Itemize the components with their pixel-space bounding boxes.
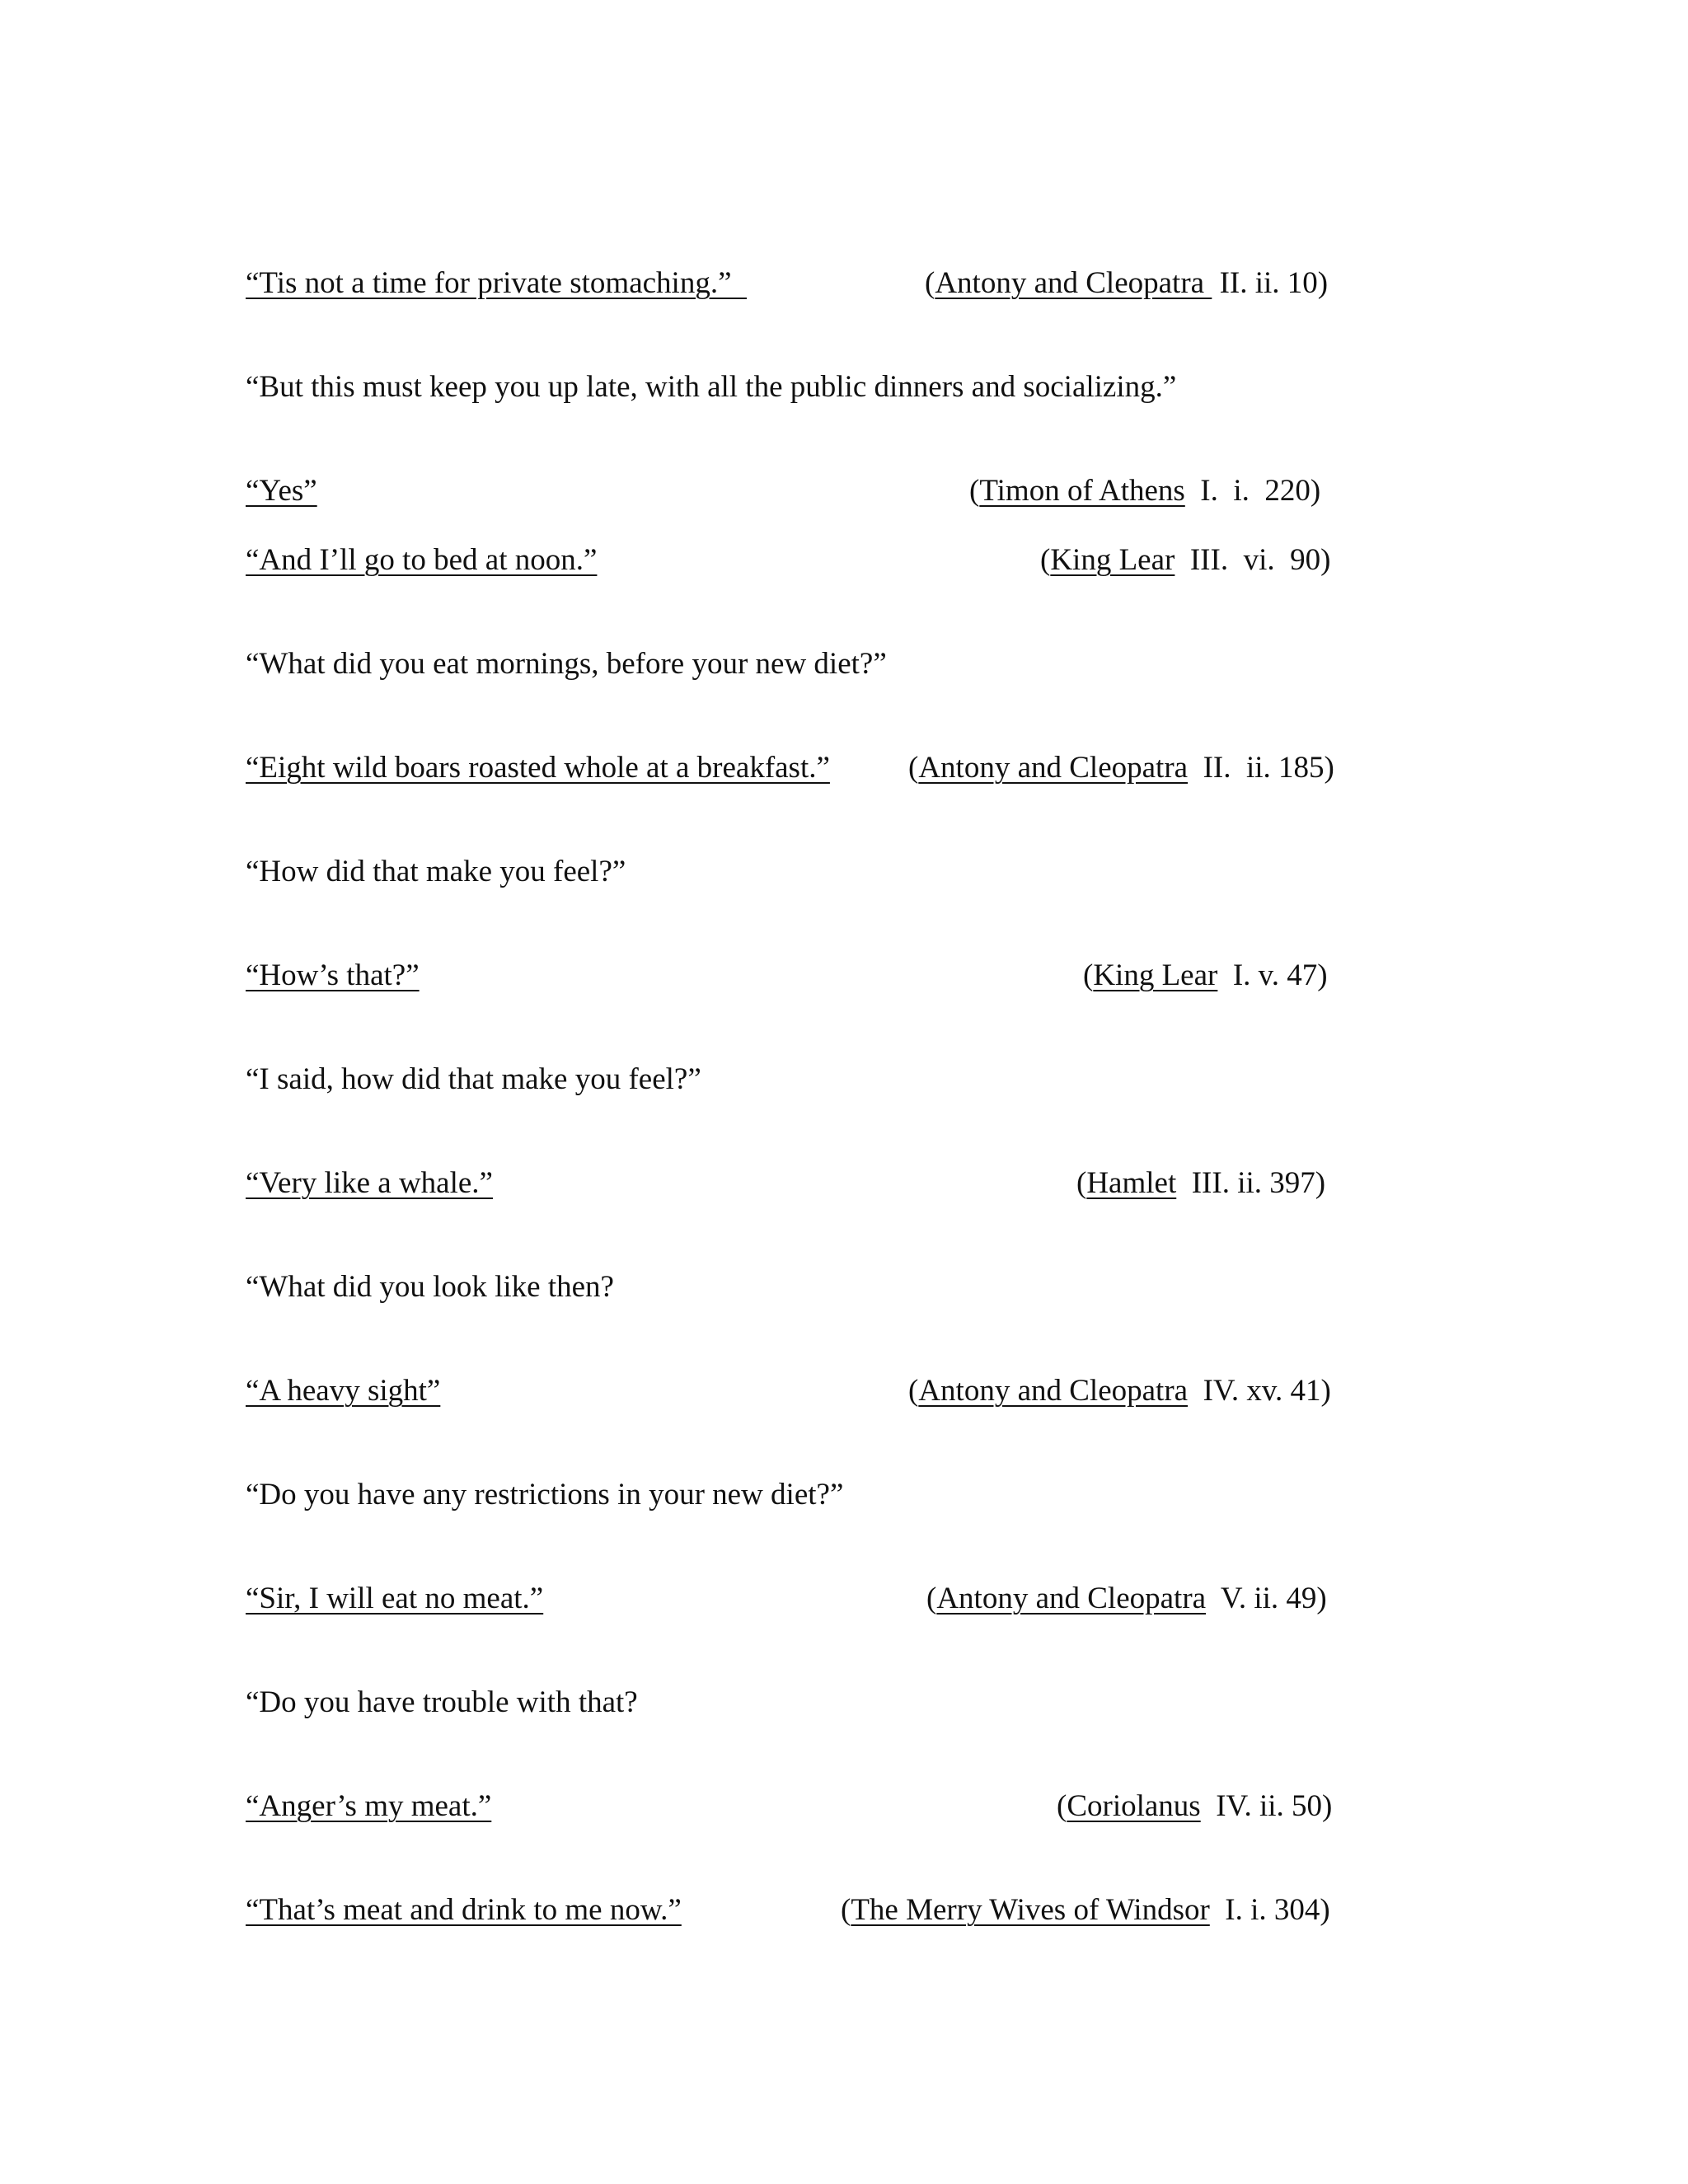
play-title: Hamlet: [1086, 1166, 1177, 1200]
quote-text: “What did you eat mornings, before your new diet?”: [246, 647, 887, 681]
dialogue-line-15: [246, 1680, 1334, 1726]
quote-text: “Do you have trouble with that?: [246, 1685, 638, 1719]
dialogue-line-10: [246, 1160, 1334, 1207]
play-title: King Lear: [1050, 543, 1175, 577]
quote-text: “A heavy sight”: [246, 1374, 441, 1408]
dialogue-line-16: [246, 1783, 1334, 1830]
citation-reference: II. ii. 185): [1188, 751, 1334, 785]
quote-text: “What did you look like then?: [246, 1270, 614, 1304]
dialogue-line-9: [246, 1057, 1334, 1103]
citation-reference: III. vi. 90): [1175, 543, 1331, 577]
dialogue-line-14: [246, 1576, 1334, 1622]
citation-reference: III. ii. 397): [1176, 1166, 1326, 1200]
citation-reference: I. i. 220): [1184, 474, 1321, 508]
citation: (Antony and Cleopatra IV. xv. 41): [908, 1374, 1331, 1408]
quote-text: “I said, how did that make you feel?”: [246, 1062, 701, 1096]
dialogue-line-13: [246, 1472, 1334, 1518]
citation-reference: V. ii. 49): [1206, 1582, 1327, 1615]
citation: (Hamlet III. ii. 397): [1076, 1166, 1326, 1200]
play-title: Timon of Athens: [979, 474, 1185, 508]
quote-text: “How’s that?”: [246, 958, 420, 992]
play-title: The Merry Wives of Windsor: [851, 1893, 1210, 1927]
quote-text: “Do you have any restrictions in your new diet?”: [246, 1478, 844, 1511]
dialogue-line-2: [246, 364, 1334, 410]
citation: (Antony and Cleopatra II. ii. 185): [908, 751, 1334, 785]
play-title: King Lear: [1093, 958, 1218, 992]
play-title: Coriolanus: [1067, 1789, 1201, 1823]
quote-text: “That’s meat and drink to me now.”: [246, 1893, 682, 1927]
citation-reference: IV. ii. 50): [1200, 1789, 1333, 1823]
play-title: Antony and Cleopatra: [936, 1582, 1207, 1615]
citation-reference: II. ii. 10): [1212, 266, 1329, 300]
dialogue-line-11: [246, 1264, 1334, 1310]
dialogue-line-4: [246, 537, 1334, 583]
quote-text: “Very like a whale.”: [246, 1166, 493, 1200]
dialogue-line-3: [246, 468, 1334, 514]
citation: (The Merry Wives of Windsor I. i. 304): [841, 1893, 1330, 1927]
citation: (Coriolanus IV. ii. 50): [1057, 1789, 1333, 1823]
quote-text: “Tis not a time for private stomaching.”: [246, 266, 747, 300]
citation-reference: IV. xv. 41): [1188, 1374, 1331, 1408]
citation-reference: I. v. 47): [1217, 958, 1328, 992]
dialogue-line-1: [246, 260, 1334, 307]
quote-text: “Sir, I will eat no meat.”: [246, 1582, 544, 1615]
play-title: Antony and Cleopatra: [918, 1374, 1189, 1408]
play-title: Antony and Cleopatra: [935, 266, 1212, 300]
citation-reference: I. i. 304): [1209, 1893, 1330, 1927]
quote-text: “And I’ll go to bed at noon.”: [246, 543, 598, 577]
dialogue-line-6: [246, 745, 1334, 791]
dialogue-line-5: [246, 641, 1334, 687]
dialogue-line-8: [246, 953, 1334, 999]
quote-text: “Eight wild boars roasted whole at a breakfast.”: [246, 751, 830, 785]
play-title: Antony and Cleopatra: [918, 751, 1189, 785]
citation: (Antony and Cleopatra V. ii. 49): [926, 1582, 1327, 1615]
quote-text: “How did that make you feel?”: [246, 855, 626, 888]
citation: (King Lear III. vi. 90): [1040, 543, 1331, 577]
dialogue-line-17: [246, 1887, 1334, 1933]
quote-text: “Yes”: [246, 474, 317, 508]
quote-text: “But this must keep you up late, with all the public dinners and socializing.”: [246, 370, 1177, 404]
dialogue-line-7: [246, 849, 1334, 895]
citation: (Antony and Cleopatra II. ii. 10): [925, 266, 1329, 300]
quote-text: “Anger’s my meat.”: [246, 1789, 492, 1823]
citation: (Timon of Athens I. i. 220): [969, 474, 1321, 508]
citation: (King Lear I. v. 47): [1083, 958, 1328, 992]
dialogue-line-12: [246, 1368, 1334, 1414]
